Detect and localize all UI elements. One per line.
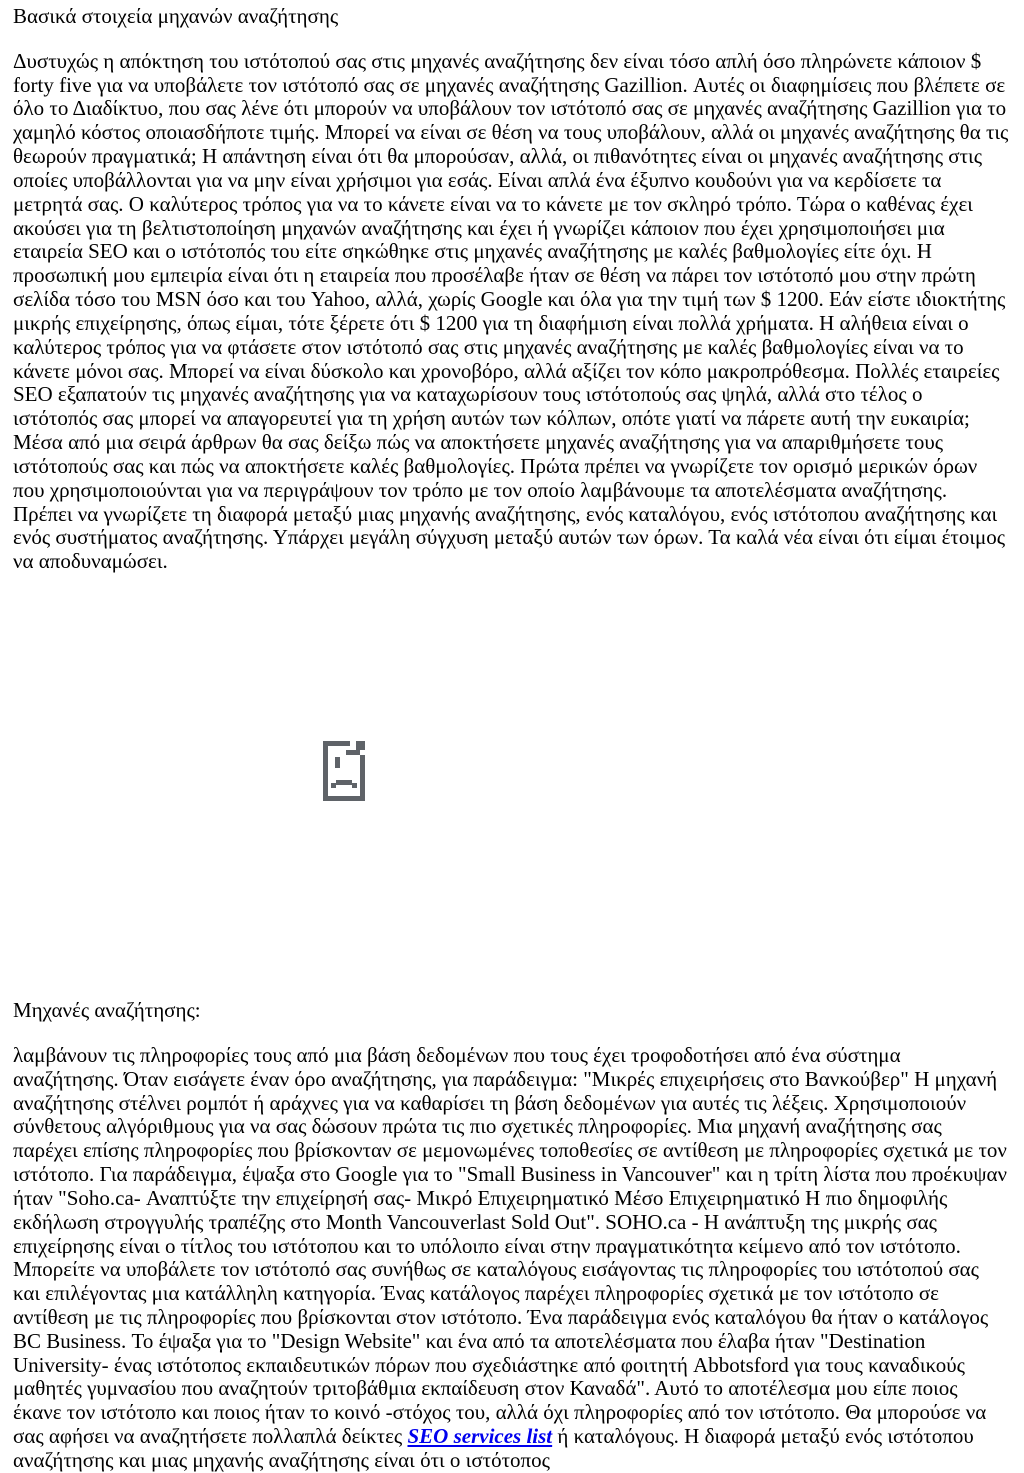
paragraph-text-after-link: ή καταλόγους. Η διαφορά μεταξύ ενός ιστότοπου αναζήτησης και μιας μηχανής αναζήτησης είναι ότι ο ιστότοπος [13, 1424, 974, 1472]
broken-image-placeholder [323, 741, 365, 801]
seo-services-list-link[interactable]: SEO services list [407, 1424, 553, 1449]
broken-image-icon [323, 741, 365, 801]
intro-paragraph: Δυστυχώς η απόκτηση του ιστότοπού σας στις μηχανές αναζήτησης δεν είναι τόσο απλή όσο πληρώνετε κάποιον $ forty five για να υποβάλετε τον ιστότοπό σας σε μηχανές αναζήτησης Gazillion. Αυτές οι διαφημίσεις που βλέπετε σε όλο το Διαδίκτυο, που σας λένε ότι μπορούν να υποβάλουν τον ιστότοπό σας σε μηχανές αναζήτησης Gazillion για το χαμηλό κόστος οποιασδήποτε τιμής. Μπορεί να είναι σε θέση να τους υποβάλουν, αλλά οι μηχανές αναζήτησης θα τις θεωρούν πραγματικά; Η απάντηση είναι ότι θα μπορούσαν, αλλά, οι πιθανότητες είναι οι μηχανές αναζήτησης στις οποίες υποβάλλονται για να μην είναι χρήσιμοι για εσάς. Είναι απλά ένα έξυπνο κουδούνι για να κερδίσετε τα μετρητά σας. Ο καλύτερος τρόπος για να το κάνετε είναι να το κάνετε με τον σκληρό τρόπο. Τώρα ο καθένας έχει ακούσει για τη βελτιστοποίηση μηχανών αναζήτησης και έχει ή γνωρίζει κάποιον που έχει χρησιμοποιήσει μια εταιρεία SEO και ο ιστότοπός του είτε σηκώθηκε στις μηχανές αναζήτησης με καλές βαθμολογίες είτε όχι. Η προσωπική μου εμπειρία είναι ότι η εταιρεία που προσέλαβε ήταν σε θέση να πάρει τον ιστότοπό μου στην πρώτη σελίδα τόσο του MSN όσο και του Yahoo, αλλά, χωρίς Google και όλα για την τιμή των $ 1200. Εάν είστε ιδιοκτήτης μικρής επιχείρησης, όπως είμαι, τότε ξέρετε ότι $ 1200 για τη διαφήμιση είναι πολλά χρήματα. Η αλήθεια είναι ο καλύτερος τρόπος για να φτάσετε στον ιστότοπό σας στις μηχανές αναζήτησης με καλές βαθμολογίες είναι να το κάνετε μόνοι σας. Μπορεί να είναι δύσκολο και χρονοβόρο, αλλά αξίζει τον κόπο μακροπρόθεσμα. Πολλές εταιρείες SEO εξαπατούν τις μηχανές αναζήτησης για να καταχωρίσουν τους ιστότοπούς σας ψηλά, αλλά στο τέλος ο ιστότοπός σας μπορεί να απαγορευτεί για τη χρήση αυτών των κόλπων, οπότε γιατί να πάρετε αυτή την ευκαιρία; Μέσα από μια σειρά άρθρων θα σας δείξω πώς να αποκτήσετε μηχανές αναζήτησης για να απαριθμήσετε τους ιστότοπούς σας και πώς να αποκτήσετε καλές βαθμολογίες. Πρώτα πρέπει να γνωρίζετε τον ορισμό μερικών όρων που χρησιμοποιούνται για να περιγράψουν τον τρόπο με τον οποίο λαμβάνουμε τα αποτελέσματα αναζήτησης. Πρέπει να γνωρίζετε τη διαφορά μεταξύ μιας μηχανής αναζήτησης, ενός καταλόγου, ενός ιστότοπου αναζήτησης και ενός συστήματος αναζήτησης. Υπάρχει μεγάλη σύγχυση μεταξύ αυτών των όρων. Τα καλά νέα είναι ότι είμαι έτοιμος να αποδυναμώσει. [13, 48, 1009, 574]
page-title: Βασικά στοιχεία μηχανών αναζήτησης [13, 4, 339, 28]
section-heading: Μηχανές αναζήτησης: [13, 998, 201, 1023]
search-engines-paragraph [13, 1044, 1011, 1473]
paragraph-text-before-link: λαμβάνουν τις πληροφορίες τους από μια βάση δεδομένων που τους έχει τροφοδοτήσει από ένα σύστημα αναζήτησης. Όταν εισάγετε έναν όρο αναζήτησης, για παράδειγμα: "Μικρές επιχειρήσεις στο Βανκούβερ" Η μηχανή αναζήτησης στέλνει ρομπότ ή αράχνες για να καθαρίσει τη βάση δεδομένων για αυτές τις λέξεις. Χρησιμοποιούν σύνθετους αλγόριθμους για να σας δώσουν πρώτα τις πιο σχετικές πληροφορίες. Μια μηχανή αναζήτησης σας παρέχει επίσης πληροφορίες που βρίσκονταν σε μεμονωμένες τοποθεσίες σε αντίθεση με πληροφορίες σχετικά με τον ιστότοπο. Για παράδειγμα, έψαξα στο Google για το "Small Business in Vancouver" και η τρίτη λίστα που προέκυψαν ήταν "Soho.ca- Αναπτύξτε την επιχείρησή σας- Μικρό Επιχειρηματικό Μέσο Επιχειρηματικό Η πιο δημοφιλής εκδήλωση στρογγυλής τραπέζης στο Month Vancouverlast Sold Out". SOHO.ca - Η ανάπτυξη της μικρής σας επιχείρησης είναι ο τίτλος του ιστότοπου και το υπόλοιπο είναι στην πραγματικότητα κείμενο από τον ιστότοπο. Μπορείτε να υποβάλετε τον ιστότοπό σας συνήθως σε καταλόγους εισάγοντας τις πληροφορίες του ιστότοπού σας και επιλέγοντας μια κατάλληλη κατηγορία. Ένας κατάλογος παρέχει πληροφορίες σχετικά με τον ιστότοπο σε αντίθεση με τις πληροφορίες που βρίσκονται στον ιστότοπο. Ένα παράδειγμα ενός καταλόγου θα ήταν ο κατάλογος BC Business. Το έψαξα για το "Design Website" και ένα από τα αποτελέσματα που έλαβα ήταν "Destination University- ένας ιστότοπος εκπαιδευτικών πόρων που σχεδιάστηκε από φοιτητή Abbotsford για τους καναδικούς μαθητές γυμνασίου που αναζητούν τριτοβάθμια εκπαίδευση στον Καναδά". Αυτό το αποτέλεσμα μου είπε ποιος έκανε τον ιστότοπο και ποιος ήταν το κοινό -στόχος του, αλλά όχι πληροφορίες από τον ιστότοπο. Θα μπορούσε να σας αφήσει να αναζητήσετε πολλαπλά δείκτες [13, 1042, 1007, 1449]
